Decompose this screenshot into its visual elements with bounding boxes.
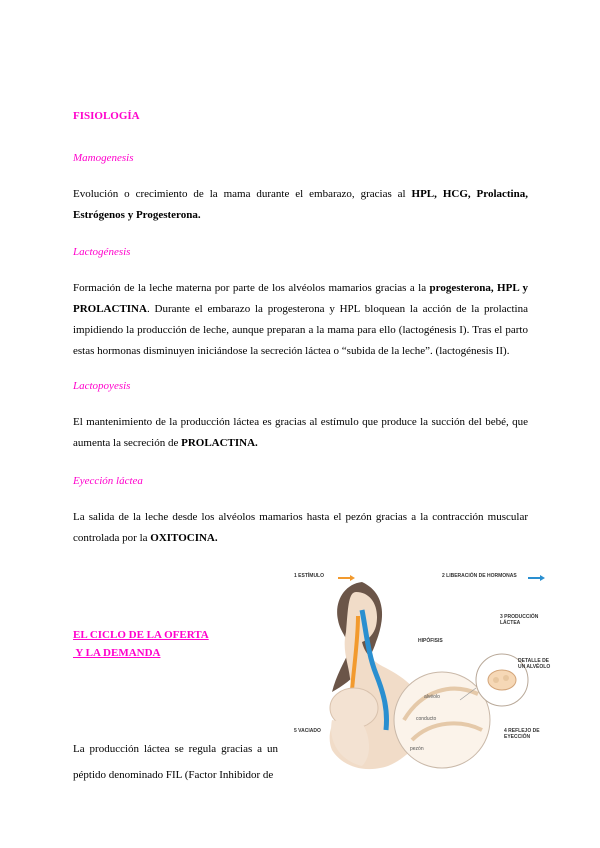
alveolus-shape: [488, 670, 516, 690]
figure-label-hipofisis: HIPÓFISIS: [418, 638, 443, 644]
figure-label-reflejo: 4 REFLEJO DE EYECCIÓN: [504, 728, 540, 740]
figure-label-alveolo: alvéolo: [424, 694, 440, 700]
figure-label-detalle: DETALLE DE UN ALVÉOLO: [518, 658, 551, 670]
section-text-mamogenesis: [73, 184, 528, 226]
section-heading-mamogenesis: Mamogenesis: [73, 152, 134, 164]
figure-label-liberacion: 2 LIBERACIÓN DE HORMONAS: [442, 573, 517, 579]
breast-detail-circle: [394, 672, 490, 768]
text-span: . Durante el embarazo la progesterona y HPL bloquean la acción de la prolactina impidiendo la producción de leche, aunque preparan a la mama para ello (lactogénesis I). Tras el parto estas hormonas disminuyen iniciándose la secreción láctea o “subida de la leche”. (lactogénesis II).: [73, 303, 528, 357]
bold-text: progesterona, HPL y PROLACTINA: [73, 282, 528, 315]
section-text-lactogenesis: [73, 278, 528, 362]
cell-shape: [493, 677, 499, 683]
side-heading-line2: Y LA DEMANDA: [73, 647, 161, 659]
side-paragraph: La producción láctea se regula gracias a un péptido denominado FIL (Factor Inhibidor de: [73, 743, 278, 781]
text-span: El mantenimiento de la producción láctea es gracias al estímulo que produce la succión del bebé, que aumenta la secreción de: [73, 416, 528, 449]
figure-label-produccion: 3 PRODUCCIÓN LÁCTEA: [500, 614, 539, 626]
text-span: Formación de la leche materna por parte de los alvéolos mamarios gracias a la: [73, 282, 430, 294]
arrow-orange-head-icon: [350, 575, 355, 581]
bold-text: OXITOCINA.: [150, 532, 218, 544]
side-heading: [73, 626, 209, 662]
arrow-blue-head-icon: [540, 575, 545, 581]
text-span: Evolución o crecimiento de la mama durante el embarazo, gracias al: [73, 188, 412, 200]
side-heading-line1: EL CICLO DE LA OFERTA: [73, 629, 209, 641]
section-heading-lactopoyesis: Lactopoyesis: [73, 380, 131, 392]
baby-body: [331, 720, 369, 766]
figure-label-vaciado: 5 VACIADO: [294, 728, 321, 734]
page-title: FISIOLOGÍA: [73, 110, 140, 122]
cell-shape: [503, 675, 509, 681]
section-text-lactopoyesis: [73, 412, 528, 454]
section-text-eyeccion: [73, 507, 528, 549]
text-span: La salida de la leche desde los alvéolos mamarios hasta el pezón gracias a la contracción muscular controlada por la: [73, 511, 528, 544]
figure-label-estimulo: 1 ESTÍMULO: [294, 573, 325, 579]
bold-text: HPL, HCG, Prolactina, Estrógenos y Progesterona.: [73, 188, 528, 221]
breastfeeding-cycle-figure: [292, 570, 552, 780]
section-heading-lactogenesis: Lactogénesis: [73, 246, 131, 258]
figure-label-pezon: pezón: [410, 746, 424, 752]
section-heading-eyeccion: Eyección láctea: [73, 475, 143, 487]
figure-label-conducto: conducto: [416, 716, 437, 722]
bold-text: PROLACTINA.: [181, 437, 258, 449]
